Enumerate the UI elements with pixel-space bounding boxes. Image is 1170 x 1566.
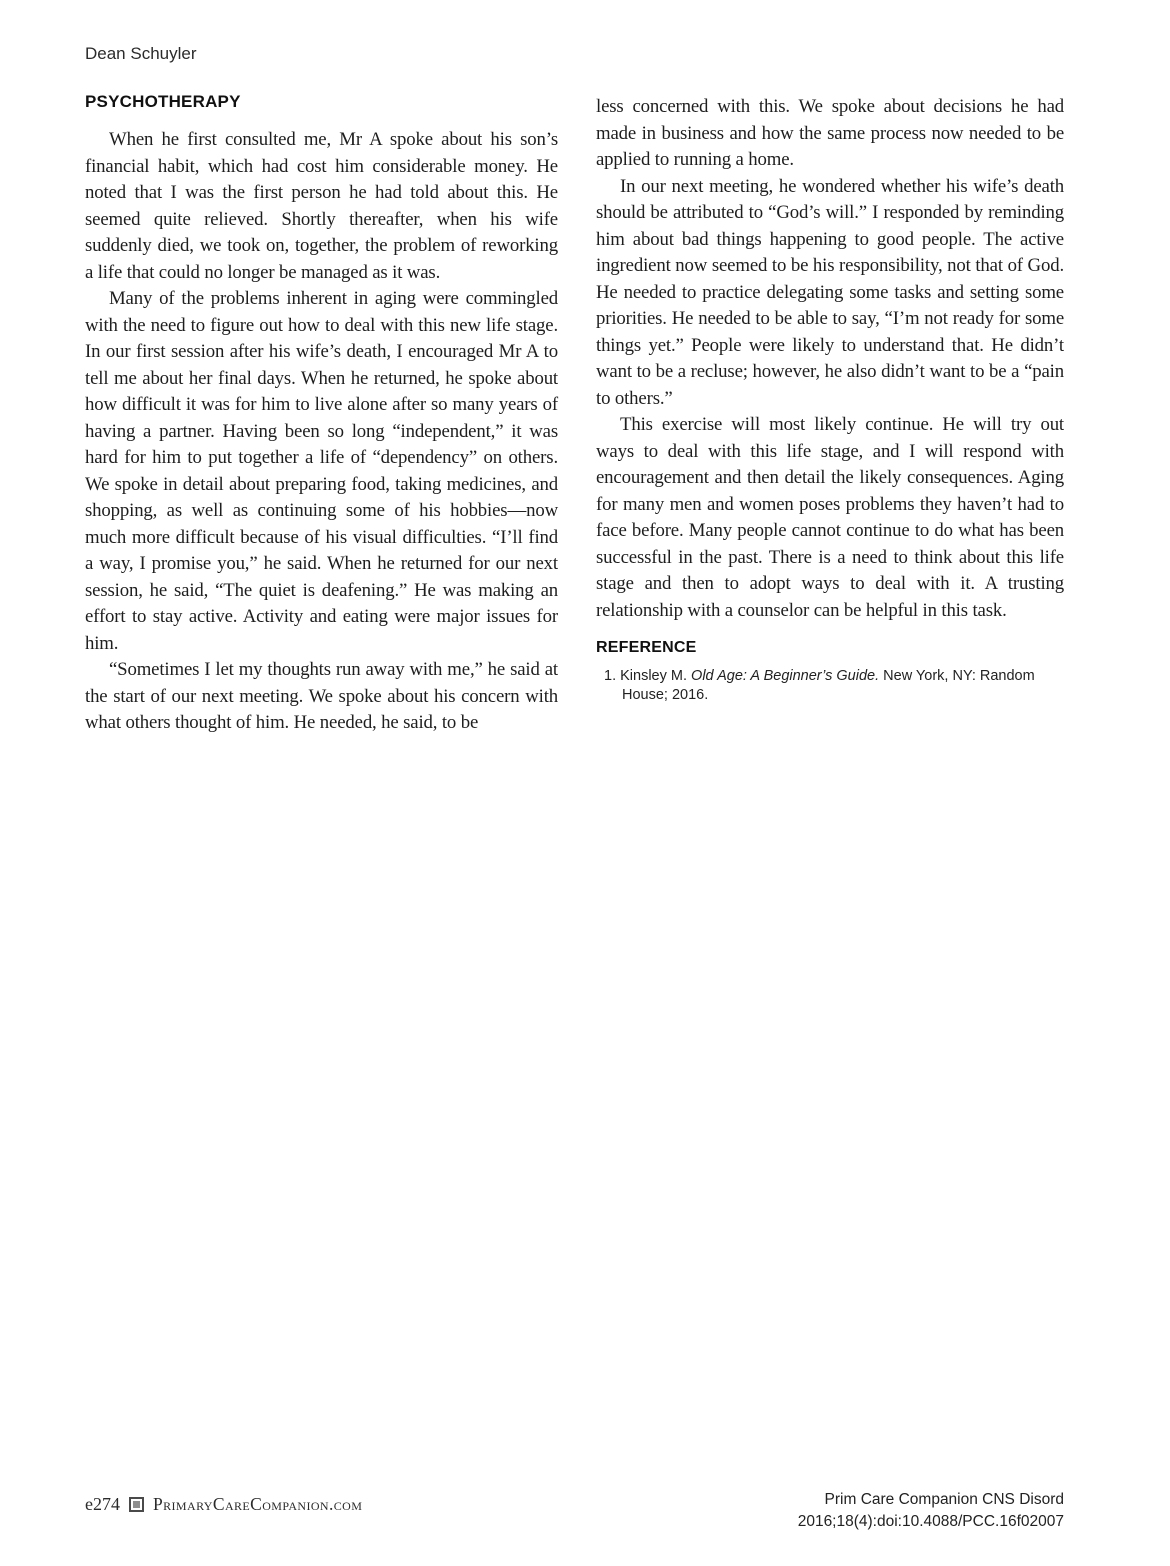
journal-citation-line2: 2016;18(4):doi:10.4088/PCC.16f02007 <box>797 1512 1064 1530</box>
body-paragraph: This exercise will most likely continue. He will try out ways to deal with this life stage, and I will respond with encouragement and then detail the likely consequences. Aging for many men and women poses problems they haven’t had to face before. Many people cannot continue to do what has been successful in the past. There is a need to think about this life stage and then to adopt ways to deal with it. A trusting relationship with a counselor can be helpful in this task. <box>596 414 1064 621</box>
body-paragraph: When he first consulted me, Mr A spoke about his son’s financial habit, which had cost him considerable money. He noted that I was the first person he had told about this. He seemed quite relieved. Shortly thereafter, when his wife suddenly died, we took on, together, the problem of reworking a life that could no longer be managed as it was. <box>85 129 558 283</box>
body-paragraph: In our next meeting, he wondered whether his wife’s death should be attributed to “God’s will.” I responded by reminding him about bad things happening to good people. The active ingredient now seemed to be his responsibility, not that of God. He needed to practice delegating some tasks and setting some priorities. He needed to be able to say, “I’m not ready for some things yet.” People were likely to understand that. He didn’t want to be a recluse; however, he also didn’t want to be a “pain to others.” <box>596 175 1064 409</box>
reference-authors: Kinsley M. <box>620 668 688 684</box>
body-paragraph: Many of the problems inherent in aging were commingled with the need to figure out how to deal with this new life stage. In our first session after his wife’s death, I encouraged Mr A to tell me about her final days. When he returned, he spoke about how difficult it was for him to live alone after so many years of having a partner. Having been so long “independent,” it was hard for him to put together a life of “dependency” on others. We spoke in detail about preparing food, taking medicines, and shopping, as well as continuing some of his hobbies—now much more difficult because of his visual difficulties. “I’ll find a way, I promise you,” he said. When he returned for our next session, he said, “The quiet is deafening.” He was making an effort to stay active. Activity and eating were major issues for him. <box>85 288 558 654</box>
body-paragraph-continuation: less concerned with this. We spoke about decisions he had made in business and how the same process now needed to be applied to running a home. <box>596 96 1064 170</box>
body-paragraph: “Sometimes I let my thoughts run away with me,” he said at the start of our next meeting. We spoke about his concern with what others thought of him. He needed, he said, to be <box>85 659 558 733</box>
square-bullet-icon <box>131 1499 142 1510</box>
footer-left <box>85 1494 362 1515</box>
psychotherapy-heading: PSYCHOTHERAPY <box>85 92 241 111</box>
journal-website: PrimaryCareCompanion.com <box>153 1494 363 1514</box>
footer-right <box>798 1489 1064 1532</box>
reference-item <box>596 667 1064 705</box>
right-column <box>596 94 1064 705</box>
journal-citation-line1: Prim Care Companion CNS Disord <box>824 1491 1064 1508</box>
reference-number: 1. <box>604 668 617 684</box>
author-header: Dean Schuyler <box>85 44 197 63</box>
reference-tail: New York, NY: Random House; 2016. <box>622 668 1035 703</box>
left-column <box>85 92 558 737</box>
reference-heading: REFERENCE <box>596 639 697 656</box>
page-number: e274 <box>85 1494 120 1514</box>
reference-title: Old Age: A Beginner’s Guide. <box>691 668 880 684</box>
